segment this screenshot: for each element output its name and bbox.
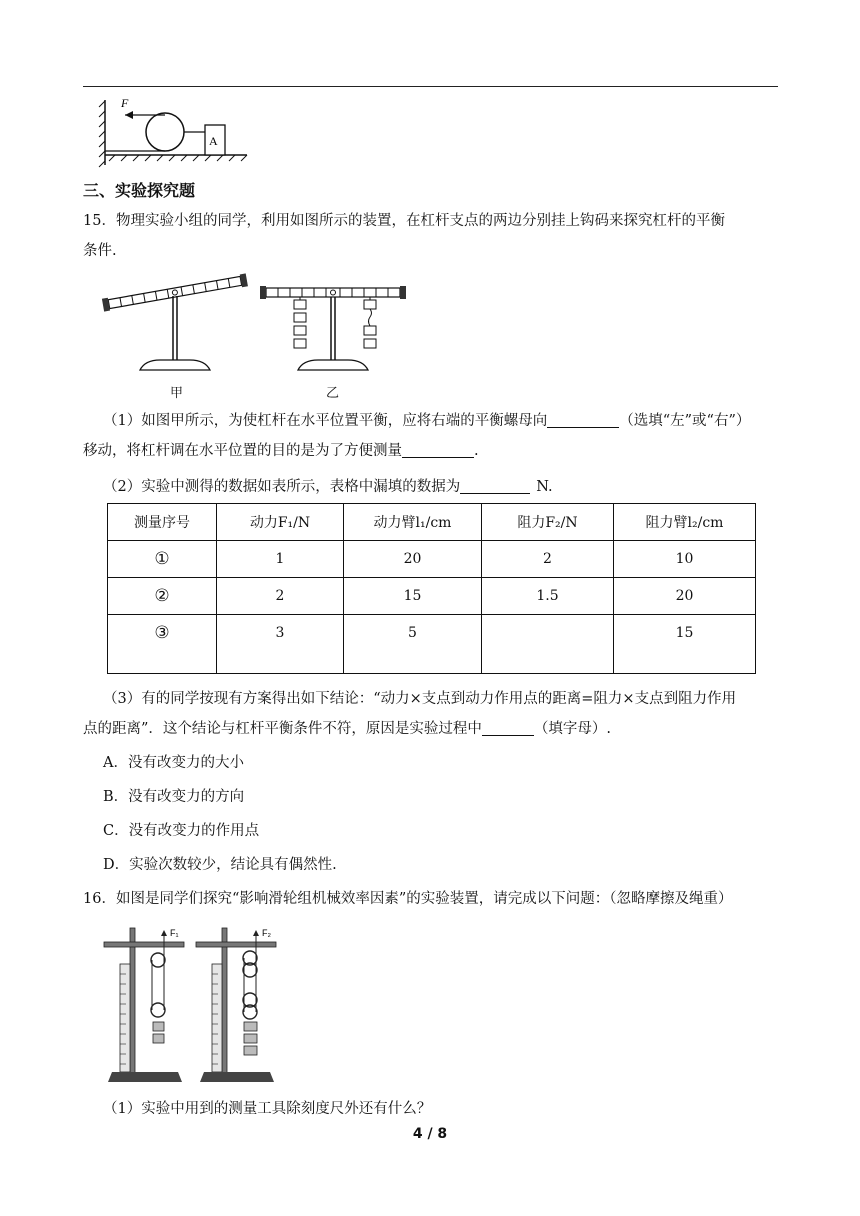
page-number: 4 / 8: [412, 1126, 448, 1142]
header-rule: [83, 86, 778, 87]
answer-blank-2[interactable]: [402, 441, 474, 458]
table-cell: 1.5: [482, 578, 614, 615]
q15-part1-text-c: 移动，将杠杆调在水平位置的目的是为了方便测量: [83, 443, 402, 459]
pulley-apparatus-figure-2: [192, 922, 282, 1087]
lever-figure-a: [100, 268, 250, 378]
table-row: [108, 541, 756, 578]
table-cell: 2: [217, 578, 344, 615]
q15-intro-line1: 15．物理实验小组的同学，利用如图所示的装置，在杠杆支点的两边分别挂上钩码来探究杠杆的平衡: [83, 213, 725, 229]
pulley-apparatus-figure-1: [100, 922, 190, 1087]
lever-figure-b: [258, 268, 408, 378]
q15-part1-line1: [103, 406, 783, 436]
q15-part1-line2: [83, 436, 783, 466]
q16-intro: 16．如图是同学们探究“影响滑轮组机械效率因素”的实验装置，请完成以下问题：（忽略摩擦及绳重）: [83, 891, 733, 907]
q15-intro-line2: 条件.: [83, 243, 117, 259]
q15-part2: [103, 472, 783, 502]
table-cell: 2: [482, 541, 614, 578]
table-header-cell: 阻力臂l₂/cm: [614, 504, 756, 541]
q15-part1-text-a: （1）如图甲所示，为使杠杆在水平位置平衡，应将右端的平衡螺母向: [103, 413, 548, 429]
data-table: [107, 503, 756, 674]
force-label: F: [121, 96, 129, 110]
table-header-cell: 动力臂l₁/cm: [344, 504, 482, 541]
option-d: D．实验次数较少，结论具有偶然性.: [103, 857, 337, 873]
force-label-f1: F₁: [170, 928, 179, 938]
table-cell: 15: [344, 578, 482, 615]
q15-part3-line2: [83, 714, 783, 744]
answer-blank-3[interactable]: [460, 477, 530, 494]
table-cell: ②: [108, 578, 217, 615]
q16-part1: （1）实验中用到的测量工具除刻度尺外还有什么？: [103, 1101, 432, 1117]
q15-part2-text-a: （2）实验中测得的数据如表所示，表格中漏填的数据为: [103, 479, 461, 495]
table-row: [108, 578, 756, 615]
force-label-f2: F₂: [262, 928, 271, 938]
q15-part3-text-b: （填字母）.: [533, 721, 612, 737]
option-a: A．没有改变力的大小: [103, 755, 244, 771]
q15-part1-text-d: .: [474, 443, 479, 459]
lever-label-a: 甲: [170, 386, 184, 401]
table-cell: 20: [344, 541, 482, 578]
table-cell-missing: [482, 615, 614, 674]
table-cell: ①: [108, 541, 217, 578]
q15-part1-text-b: （选填“左”或“右”）: [619, 413, 751, 429]
lever-label-b: 乙: [326, 386, 340, 401]
table-header-cell: 动力F₁/N: [217, 504, 344, 541]
option-b: B．没有改变力的方向: [103, 789, 245, 805]
table-cell: 3: [217, 615, 344, 674]
option-c: C．没有改变力的作用点: [103, 823, 260, 839]
table-row: [108, 615, 756, 674]
q15-part3-text-a: 点的距离”．这个结论与杠杆平衡条件不符，原因是实验过程中: [83, 721, 482, 737]
answer-blank-4[interactable]: [482, 719, 534, 736]
table-cell: 1: [217, 541, 344, 578]
table-cell: 10: [614, 541, 756, 578]
table-header-cell: 阻力F₂/N: [482, 504, 614, 541]
table-cell: 20: [614, 578, 756, 615]
q15-part2-text-b: N.: [536, 479, 553, 495]
q15-part3-line1: （3）有的同学按现有方案得出如下结论：“动力×支点到动力作用点的距离=阻力×支点到阻力作用: [103, 691, 737, 707]
table-header-row: [108, 504, 756, 541]
section-title: 三、实验探究题: [83, 181, 196, 200]
answer-blank-1[interactable]: [547, 411, 619, 428]
pulley-block-figure: [95, 95, 255, 170]
table-header-cell: 测量序号: [108, 504, 217, 541]
table-cell: ③: [108, 615, 217, 674]
block-label: A: [209, 134, 218, 148]
table-cell: 5: [344, 615, 482, 674]
table-cell: 15: [614, 615, 756, 674]
